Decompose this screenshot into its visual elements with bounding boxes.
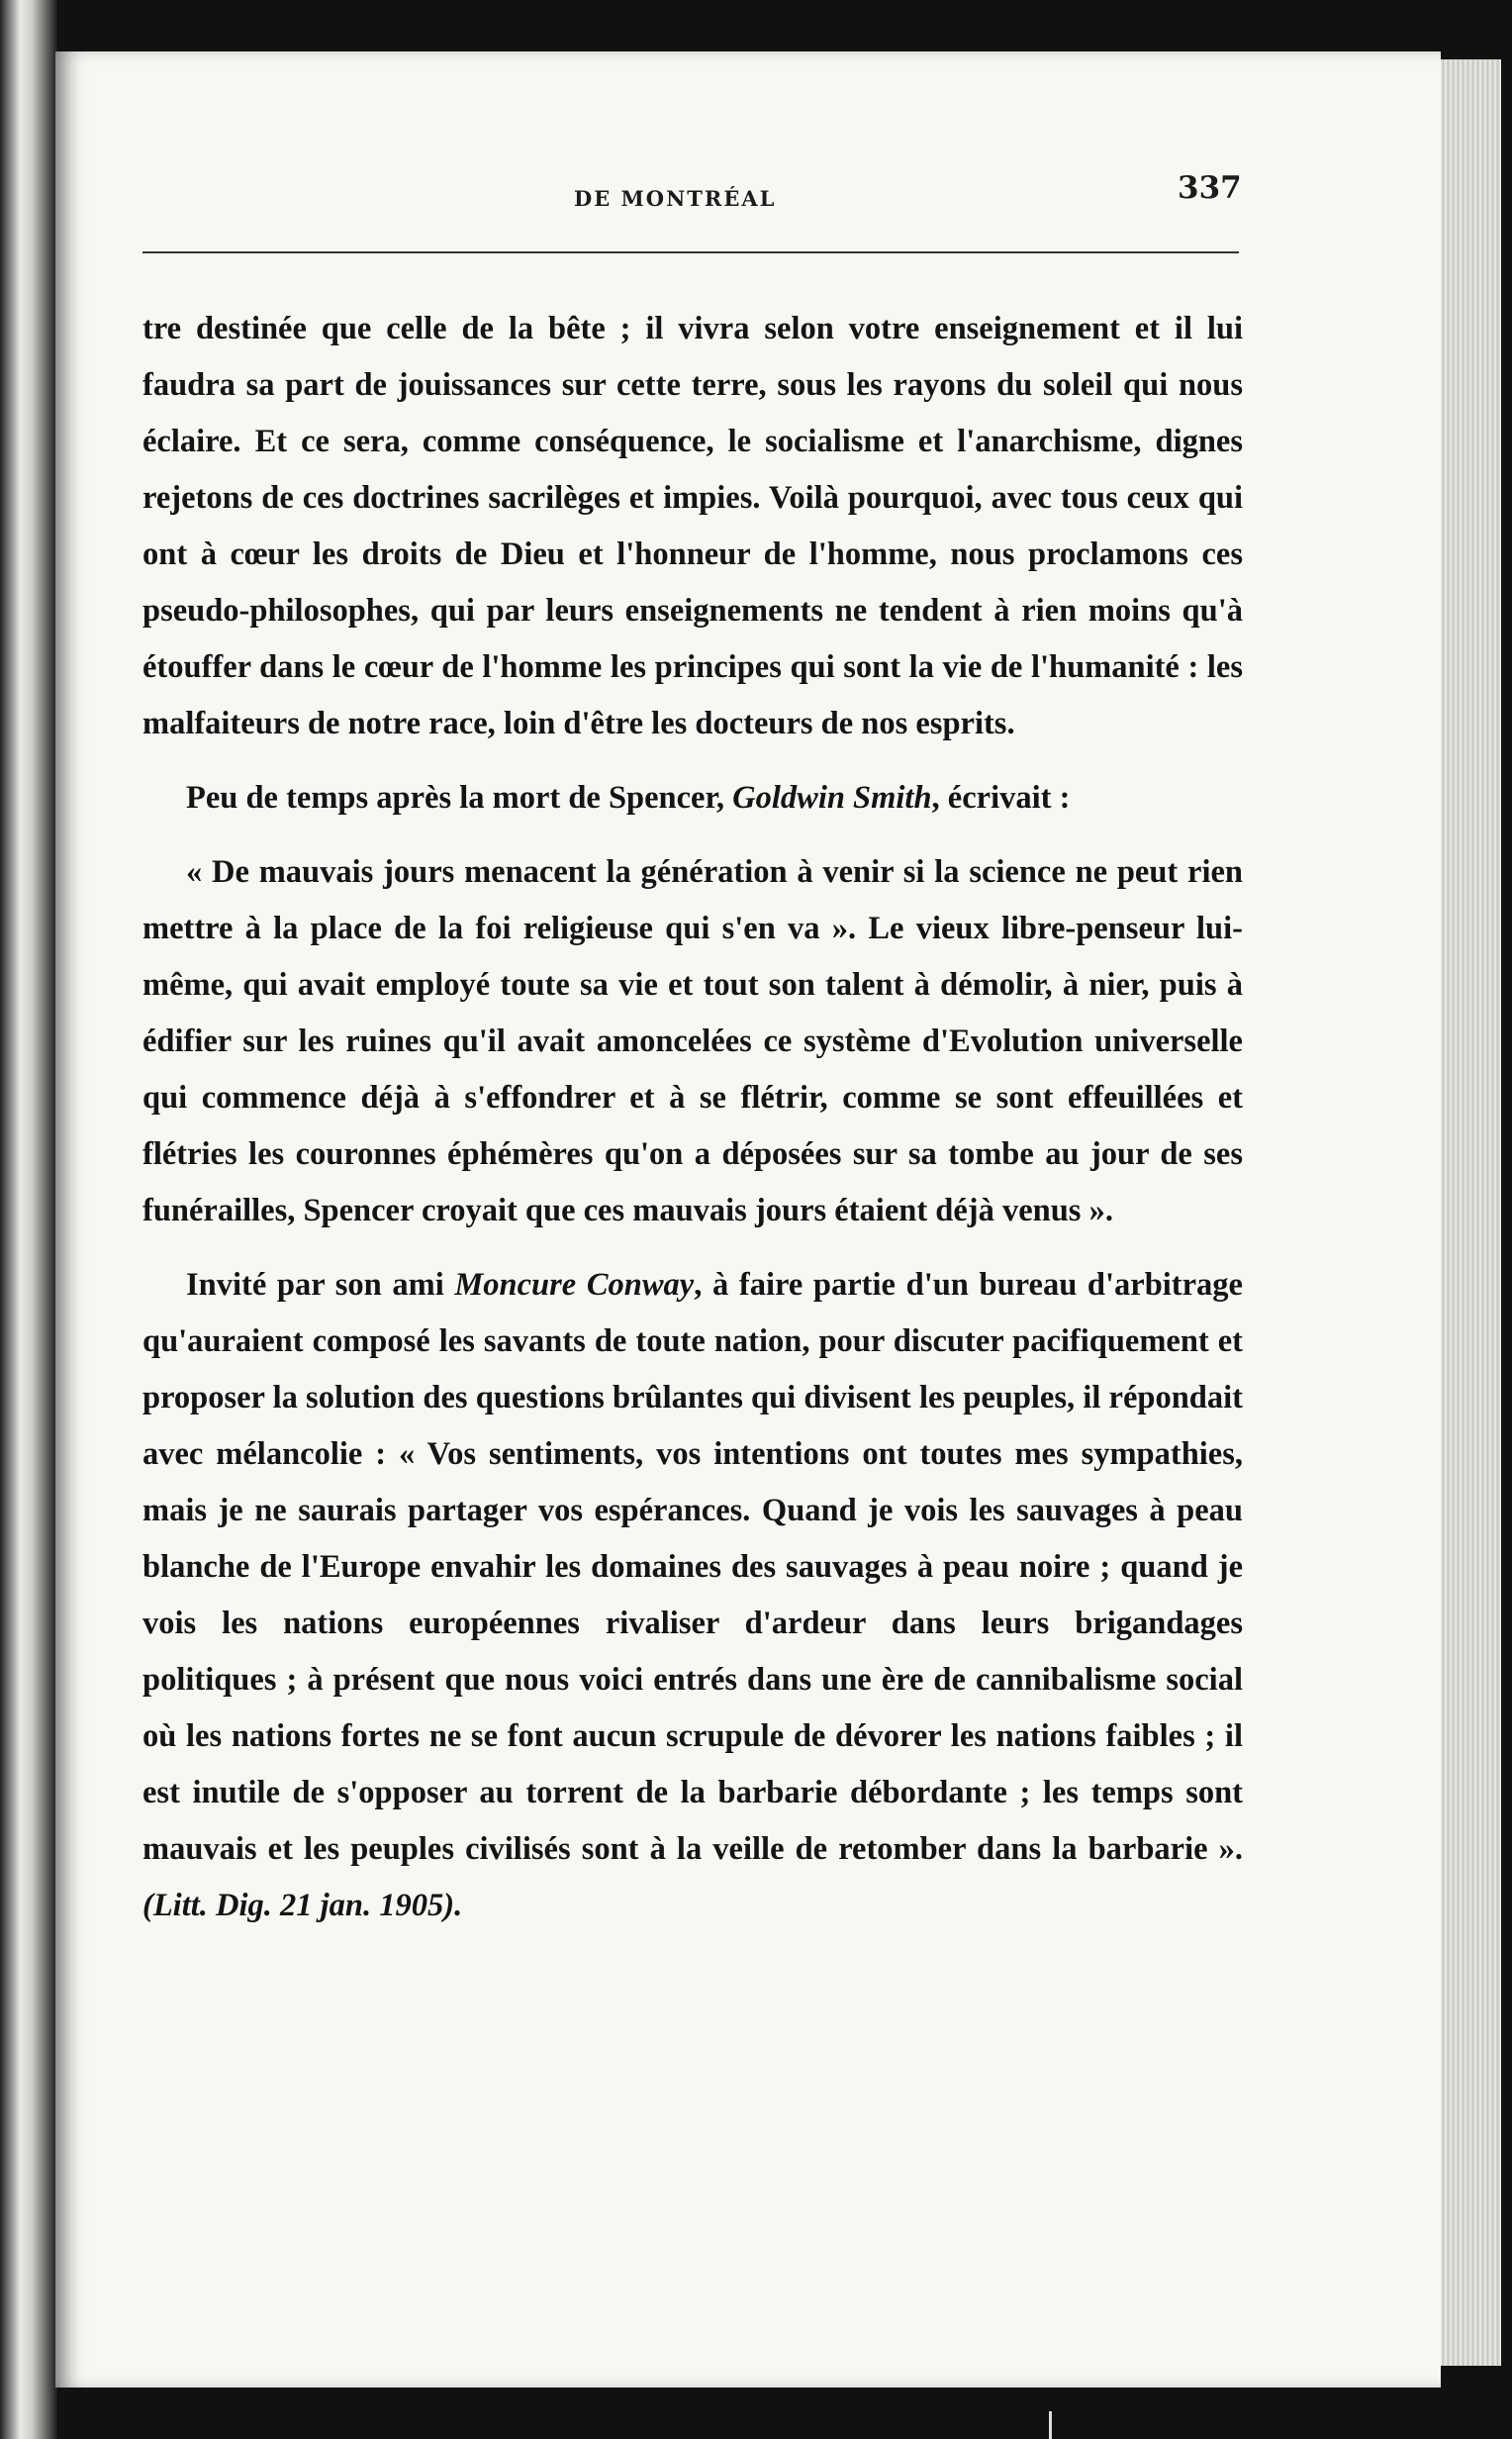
paragraph-3-quotation: « De mauvais jours menacent la génération à venir si la science ne peut rien mettre à la place de la foi religieuse qui s'en va ». Le vieux libre-penseur lui-même, qui avait employé toute sa vie et tout son talent à démolir, à nier, puis à édifier sur les ruines qu'il avait amoncelées ce système d'Evolution universelle qui commence déjà à s'effondrer et à se flétrir, comme se sont effeuillées et flétries les couronnes éphémères qu'on a déposées sur sa tombe au jour de ses funérailles, Spencer croyait que ces mauvais jours étaient déjà venus ». [142, 854, 1243, 1228]
paragraph-2-end: , écrivait : [931, 780, 1071, 816]
page-number: 337 [1178, 170, 1242, 206]
running-title: DE MONTRÉAL [574, 186, 777, 211]
cited-author-name: Goldwin Smith [732, 780, 932, 816]
binding-gutter [0, 0, 57, 2439]
page-fore-edge [1437, 59, 1501, 2366]
source-citation: (Litt. Dig. 21 jan. 1905). [142, 1888, 463, 1923]
paragraph-4 [142, 1257, 1243, 1934]
cited-correspondent-name: Moncure Conway [454, 1267, 695, 1303]
paragraph-4-body: , à faire partie d'un bureau d'arbitrage qu'auraient composé les savants de toute nation, pour discuter pacifiquement et proposer la solution des questions brûlantes qui divisent les peuples, il répondait avec mélancolie : « Vos sentiments, vos intentions ont toutes mes sympathies, mais je ne saurais partager vos espérances. Quand je vois les sauvages à peau blanche de l'Europe envahir les domaines des sauvages à peau noire ; quand je vois les nations européennes rivaliser d'ardeur dans leurs brigandages politiques ; à présent que nous voici entrés dans une ère de cannibalisme social où les nations fortes ne se font aucun scrupule de dévorer les nations faibles ; il est inutile de s'opposer au torrent de la barbarie débordante ; les temps sont mauvais et les peuples civilisés sont à la veille de retomber dans la barbarie ». [142, 1267, 1243, 1867]
scan-artifact-mark [1049, 2411, 1052, 2439]
paragraph-2 [142, 770, 1243, 827]
paragraph-2-text: Peu de temps après la mort de Spencer, [186, 780, 733, 816]
page-body [142, 301, 1243, 1934]
header-rule [142, 251, 1239, 253]
paragraph-4-text: Invité par son ami [186, 1267, 455, 1303]
paragraph-1: tre destinée que celle de la bête ; il vivra selon votre enseignement et il lui faudra sa part de jouissances sur cette terre, sous les rayons du soleil qui nous éclaire. Et ce sera, comme conséquence, le socialisme et l'anarchisme, dignes rejetons de ces doctrines sacrilèges et impies. Voilà pourquoi, avec tous ceux qui ont à cœur les droits de Dieu et l'honneur de l'homme, nous proclamons ces pseudo-philosophes, qui par leurs enseignements ne tendent à rien moins qu'à étouffer dans le cœur de l'homme les principes qui sont la vie de l'humanité : les malfaiteurs de notre race, loin d'être les docteurs de nos esprits. [142, 311, 1243, 741]
